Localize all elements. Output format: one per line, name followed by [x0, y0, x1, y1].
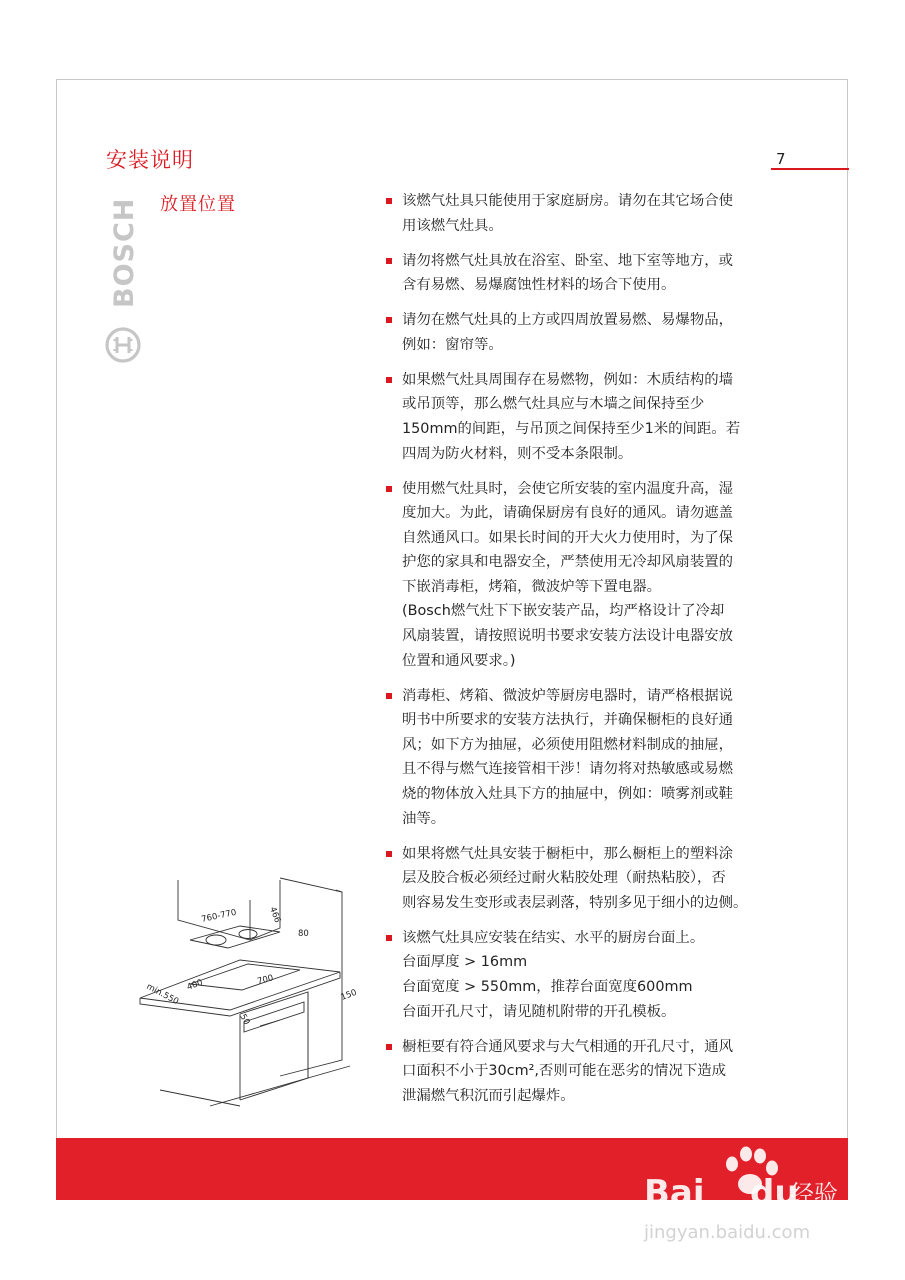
instruction-line: 风扇装置，请按照说明书要求安装方法设计电器安放 [402, 628, 733, 645]
instruction-list [386, 189, 798, 1119]
watermark-brand-b: du [750, 1173, 799, 1213]
instruction-item [386, 842, 798, 916]
instruction-line: 该燃气灶具应安装在结实、水平的厨房台面上。 [402, 929, 705, 946]
instruction-line: 泄漏燃气积沉而引起爆炸。 [402, 1087, 575, 1104]
instruction-line: 自然通风口。如果长时间的开大火力使用时，为了保 [402, 529, 733, 546]
instruction-line: 烧的物体放入灶具下方的抽屉中，例如：喷雾剂或鞋 [402, 786, 733, 803]
instruction-line: 位置和通风要求。) [402, 652, 516, 669]
dim-side: 150 [339, 987, 359, 1003]
instruction-item [386, 189, 798, 238]
instruction-line: 明书中所要求的安装方法执行，并确保橱柜的良好通 [402, 712, 733, 729]
dim-cutout: 700 [256, 973, 275, 987]
instruction-item [386, 684, 798, 832]
instruction-item [386, 368, 798, 466]
cutout [190, 964, 300, 990]
bullet-icon [386, 693, 392, 699]
instruction-line: 请勿将燃气灶具放在浴室、卧室、地下室等地方，或 [402, 252, 733, 269]
dim-front: 50 [237, 1012, 252, 1027]
instruction-line: 该燃气灶具只能使用于家庭厨房。请勿在其它场合使 [402, 193, 733, 209]
dim-min-width: min.550 [144, 981, 181, 1008]
instruction-line: 用该燃气灶具。 [402, 217, 503, 234]
instruction-line: 油等。 [402, 810, 446, 827]
bosch-wordmark [104, 190, 140, 310]
bullet-icon [386, 198, 392, 204]
bullet-icon [386, 851, 392, 857]
bullet-icon [386, 377, 392, 383]
instruction-line: 风；如下方为抽屉，必须使用阻燃材料制成的抽屉， [402, 736, 733, 753]
instruction-line: 使用燃气灶具时，会使它所安装的室内温度升高，湿 [402, 480, 733, 497]
bullet-icon [386, 935, 392, 941]
watermark-url: jingyan.baidu.com [644, 1222, 811, 1243]
instruction-line: 度加大。为此，请确保厨房有良好的通风。请勿遮盖 [402, 505, 733, 522]
bullet-icon [386, 317, 392, 323]
dim-width: 760-770 [200, 907, 238, 925]
instruction-line: 护您的家具和电器安全，严禁使用无冷却风扇装置的 [402, 554, 733, 571]
instruction-item [386, 477, 798, 674]
instruction-item [386, 926, 798, 1024]
subsection-title: 放置位置 [160, 194, 236, 215]
instruction-line: 如果燃气灶具周围存在易燃物，例如：木质结构的墙 [402, 371, 733, 388]
bullet-icon [386, 1044, 392, 1050]
dim-height: 80 [298, 929, 309, 939]
bullet-icon [386, 258, 392, 264]
instruction-line: 请勿在燃气灶具的上方或四周放置易燃、易爆物品， [402, 312, 733, 329]
floor [210, 1066, 350, 1106]
dim-depth-back: 466 [267, 905, 283, 925]
instruction-item [386, 249, 798, 298]
base-cabinet [240, 992, 308, 1100]
installation-diagram [130, 870, 375, 1110]
bosch-emblem-icon [104, 326, 142, 364]
section-title: 安装说明 [106, 148, 194, 172]
instruction-line: 则容易发生变形或表层剥落，特别多见于细小的边侧。 [402, 894, 748, 911]
hob [190, 926, 280, 948]
instruction-line: 台面宽度 > 550mm，推荐台面宽度600mm [402, 978, 693, 995]
page-number: 7 [776, 150, 786, 168]
instruction-line: 台面厚度 > 16mm [402, 954, 528, 971]
instruction-line: 四周为防火材料，则不受本条限制。 [402, 445, 633, 462]
instruction-line: (Bosch燃气灶下下嵌安装产品，均严格设计了冷却 [402, 603, 725, 620]
instruction-item [386, 308, 798, 357]
instruction-line: 层及胶合板必须经过耐火粘胶处理（耐热粘胶），否 [402, 870, 726, 887]
instruction-item [386, 1035, 798, 1109]
side-wall [280, 878, 342, 1076]
instruction-line: 台面开孔尺寸，请见随机附带的开孔模板。 [402, 1003, 676, 1020]
instruction-line: 或吊顶等，那么燃气灶具应与木墙之间保持至少 [402, 396, 705, 413]
baidu-watermark [640, 1140, 860, 1252]
watermark-label: 经验 [790, 1180, 838, 1208]
instruction-line: 如果将燃气灶具安装于橱柜中，那么橱柜上的塑料涂 [402, 845, 733, 862]
bosch-wordmark-text: BOSCH [109, 197, 140, 308]
instruction-line: 例如：窗帘等。 [402, 336, 503, 353]
page-number-rule [771, 168, 849, 170]
dim-depth: 400 [185, 977, 205, 993]
instruction-line: 口面积不小于30cm²,否则可能在恶劣的情况下造成 [402, 1063, 727, 1080]
instruction-line: 150mm的间距，与吊顶之间保持至少1米的间距。若 [402, 420, 741, 437]
instruction-line: 橱柜要有符合通风要求与大气相通的开孔尺寸，通风 [402, 1038, 733, 1055]
instruction-line: 消毒柜、烤箱、微波炉等厨房电器时，请严格根据说 [402, 687, 733, 704]
instruction-line: 含有易燃、易爆腐蚀性材料的场合下使用。 [402, 277, 676, 294]
instruction-line: 下嵌消毒柜，烤箱，微波炉等下置电器。 [402, 578, 662, 595]
instruction-line: 且不得与燃气连接管相干涉！请勿将对热敏感或易燃 [402, 761, 733, 778]
watermark-brand-a: Bai [644, 1173, 705, 1213]
bullet-icon [386, 486, 392, 492]
